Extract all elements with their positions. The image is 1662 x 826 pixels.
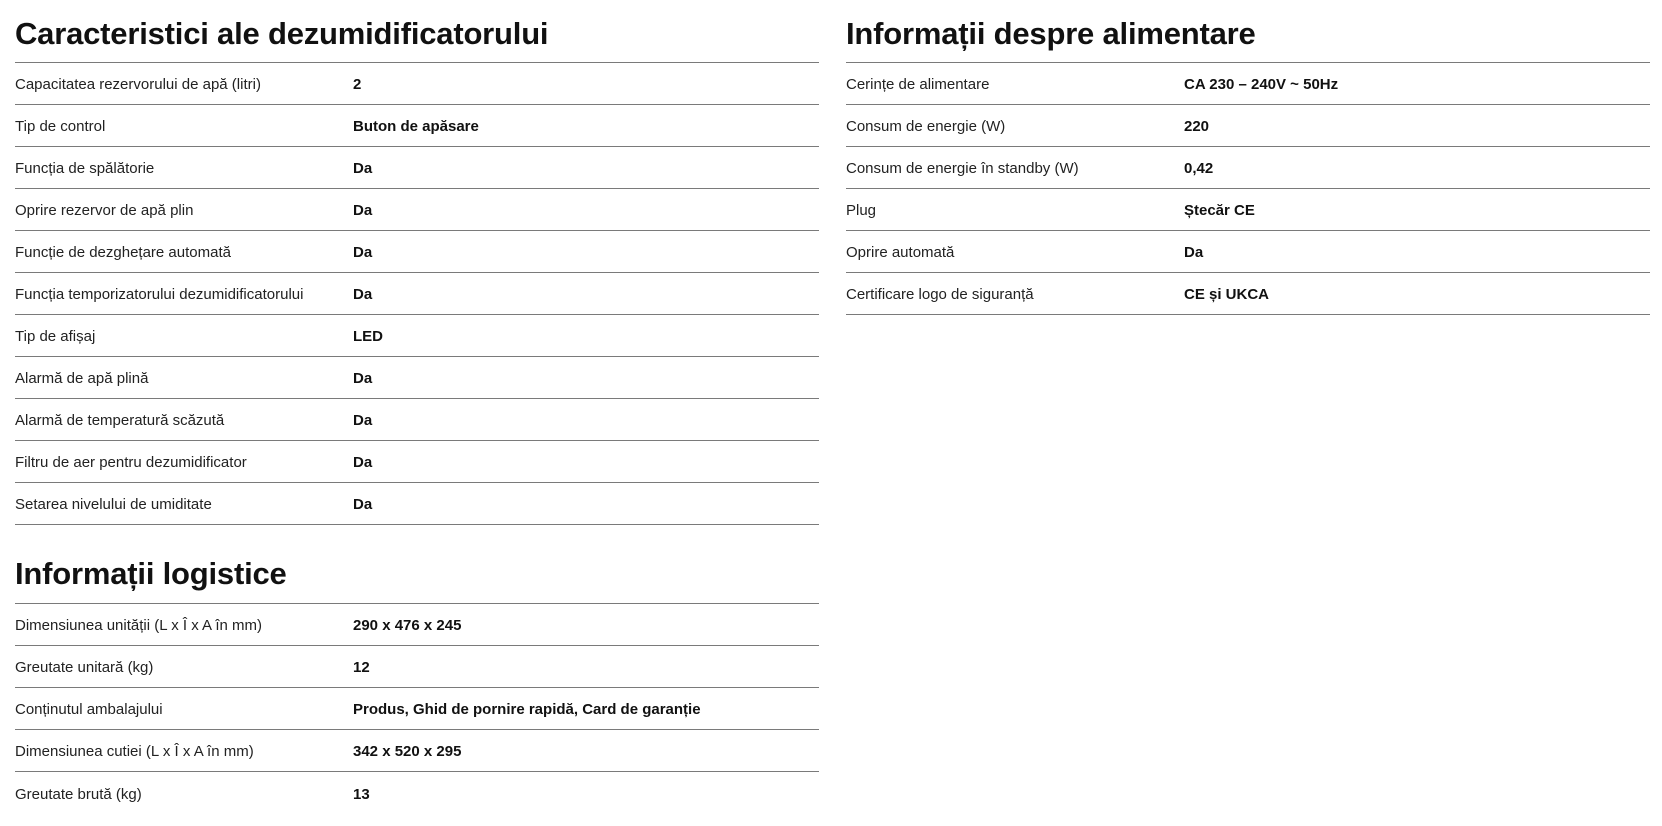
spec-label: Alarmă de apă plină xyxy=(15,370,149,387)
dehumidifier-features-title: Caracteristici ale dezumidificatorului xyxy=(15,16,549,51)
dehumidifier-features-section xyxy=(15,0,819,525)
spec-value: Da xyxy=(353,202,373,219)
spec-label: Oprire rezervor de apă plin xyxy=(15,202,194,219)
spec-label: Tip de control xyxy=(15,118,106,135)
spec-label: Oprire automată xyxy=(846,244,955,261)
spec-value: 0,42 xyxy=(1184,160,1214,177)
spec-row xyxy=(15,189,819,231)
spec-row xyxy=(15,273,819,315)
right-column xyxy=(846,0,1650,315)
spec-row xyxy=(15,315,819,357)
spec-value: Da xyxy=(353,244,373,261)
spec-label: Funcție de dezghețare automată xyxy=(15,244,231,261)
spec-label: Filtru de aer pentru dezumidificator xyxy=(15,454,247,471)
dehumidifier-features-table xyxy=(15,62,819,525)
spec-value: CA 230 – 240V ~ 50Hz xyxy=(1184,76,1339,93)
spec-value: Da xyxy=(353,160,373,177)
spec-row xyxy=(15,63,819,105)
spec-row xyxy=(846,147,1650,189)
spec-value: Buton de apăsare xyxy=(353,118,479,135)
spec-label: Setarea nivelului de umiditate xyxy=(15,496,212,513)
spec-value: 342 x 520 x 295 xyxy=(353,743,462,760)
spec-row xyxy=(15,646,819,688)
spec-value: Da xyxy=(1184,244,1204,261)
spec-value: 12 xyxy=(353,659,370,676)
spec-label: Cerințe de alimentare xyxy=(846,76,990,93)
spec-value: LED xyxy=(353,328,383,345)
spec-label: Plug xyxy=(846,202,877,219)
spec-label: Greutate brută (kg) xyxy=(15,785,142,803)
spec-row xyxy=(15,730,819,772)
spec-label: Dimensiunea cutiei (L x Î x A în mm) xyxy=(15,743,254,760)
spec-row xyxy=(15,688,819,730)
spec-value: Da xyxy=(353,412,373,429)
spec-value: Da xyxy=(353,286,373,303)
spec-row xyxy=(846,273,1650,315)
spec-label: Funcția de spălătorie xyxy=(15,160,155,177)
spec-value: Da xyxy=(353,454,373,471)
left-column xyxy=(15,0,819,814)
spec-label: Alarmă de temperatură scăzută xyxy=(15,412,225,429)
spec-value: Da xyxy=(353,370,373,387)
spec-row xyxy=(15,147,819,189)
spec-row xyxy=(15,604,819,646)
spec-value: 13 xyxy=(353,785,370,803)
logistics-section xyxy=(15,525,819,814)
spec-label: Certificare logo de siguranță xyxy=(846,286,1034,303)
spec-label: Dimensiunea unității (L x Î x A în mm) xyxy=(15,617,263,634)
spec-row xyxy=(15,357,819,399)
spec-row xyxy=(846,189,1650,231)
spec-value: 2 xyxy=(353,76,362,93)
logistics-table xyxy=(15,603,819,814)
spec-value: Da xyxy=(353,496,373,513)
logistics-title: Informații logistice xyxy=(15,556,287,591)
spec-row xyxy=(15,399,819,441)
spec-label: Conținutul ambalajului xyxy=(15,701,163,718)
spec-row xyxy=(846,63,1650,105)
spec-row xyxy=(15,483,819,525)
spec-row xyxy=(15,772,819,814)
power-table xyxy=(846,62,1650,315)
spec-value: CE și UKCA xyxy=(1184,286,1270,303)
spec-value: Ștecăr CE xyxy=(1184,202,1255,219)
spec-row xyxy=(846,231,1650,273)
spec-label: Funcția temporizatorului dezumidificatorului xyxy=(15,286,304,303)
spec-row xyxy=(15,441,819,483)
spec-value: Produs, Ghid de pornire rapidă, Card de garanție xyxy=(353,701,701,718)
power-section xyxy=(846,0,1650,315)
spec-row xyxy=(15,105,819,147)
spec-row xyxy=(15,231,819,273)
spec-label: Tip de afișaj xyxy=(15,328,96,345)
spec-value: 220 xyxy=(1184,118,1210,135)
power-title: Informații despre alimentare xyxy=(846,16,1256,51)
spec-row xyxy=(846,105,1650,147)
spec-label: Consum de energie (W) xyxy=(846,118,1006,135)
spec-label: Greutate unitară (kg) xyxy=(15,659,154,676)
spec-value: 290 x 476 x 245 xyxy=(353,617,462,634)
spec-label: Capacitatea rezervorului de apă (litri) xyxy=(15,76,261,93)
spec-label: Consum de energie în standby (W) xyxy=(846,160,1079,177)
